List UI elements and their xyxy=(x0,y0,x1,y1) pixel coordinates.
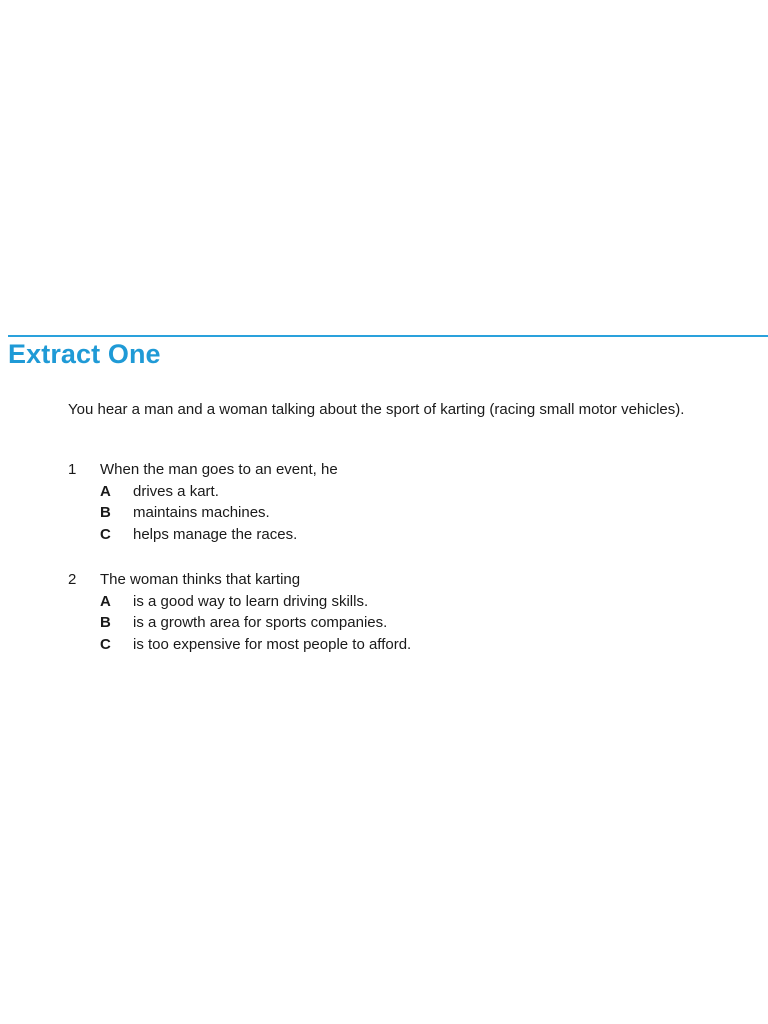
question-stem: When the man goes to an event, he xyxy=(100,461,338,478)
option-a[interactable] xyxy=(68,481,728,503)
intro-text: You hear a man and a woman talking about the sport of karting (racing small motor vehicles). xyxy=(68,401,685,418)
section-divider xyxy=(8,335,768,337)
option-text: is too expensive for most people to afford. xyxy=(133,635,412,653)
option-c[interactable] xyxy=(68,634,728,656)
option-letter: C xyxy=(100,525,111,543)
option-letter: B xyxy=(100,504,111,521)
option-text: is a good way to learn driving skills. xyxy=(133,592,369,610)
question-number: 2 xyxy=(68,571,77,588)
question-stem: The woman thinks that karting xyxy=(100,571,301,588)
question-stem-row xyxy=(68,459,728,481)
option-b[interactable] xyxy=(68,612,728,634)
option-text: is a growth area for sports companies. xyxy=(133,614,388,631)
option-text: drives a kart. xyxy=(133,482,219,500)
option-letter: B xyxy=(100,614,111,631)
option-a[interactable] xyxy=(68,591,728,613)
question-stem-row xyxy=(68,569,728,591)
option-text: helps manage the races. xyxy=(133,525,298,543)
option-letter: A xyxy=(100,482,111,500)
question-number: 1 xyxy=(68,461,77,478)
option-text: maintains machines. xyxy=(133,504,270,521)
option-letter: C xyxy=(100,635,111,653)
option-b[interactable] xyxy=(68,502,728,524)
option-c[interactable] xyxy=(68,524,728,546)
question-1 xyxy=(68,459,728,545)
section-title: Extract One xyxy=(8,339,161,369)
option-letter: A xyxy=(100,592,111,610)
question-2 xyxy=(68,569,728,655)
